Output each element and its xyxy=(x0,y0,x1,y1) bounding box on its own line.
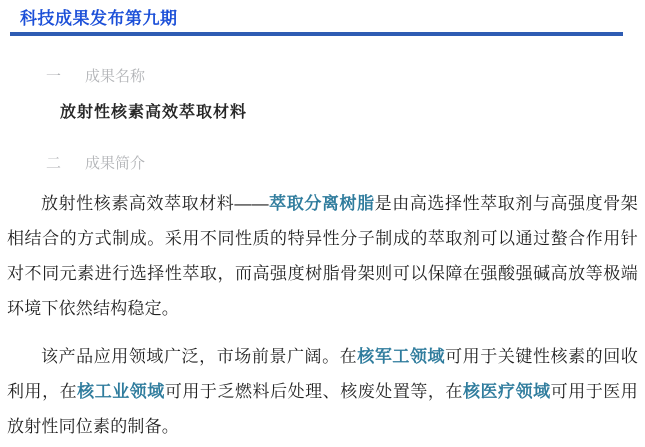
section-label: 成果简介 xyxy=(85,155,146,172)
header-rule-divider xyxy=(10,32,623,36)
keyword-segment: 萃取分离树脂 xyxy=(268,194,375,213)
achievement-name: 放射性核素高效萃取材料 xyxy=(60,104,248,121)
keyword-segment: 核军工领域 xyxy=(357,347,446,366)
text-segment: 可用于乏燃料后处理、核废处置等，在 xyxy=(164,382,463,401)
text-segment: 该产品应用领域广泛，市场前景广阔。在 xyxy=(41,347,358,366)
section-label: 成果名称 xyxy=(85,68,146,85)
text-segment: 可用于关键性核素的回收利用，在 xyxy=(7,347,639,401)
intro-paragraph-1 xyxy=(0,186,645,326)
text-segment: 是由高选择性萃取剂与高强度骨架相结合的方式制成。采用不同性质的特异性分子制成的萃取剂可以通过螯合作用针对不同元素进行选择性萃取，而高强度树脂骨架则可以保障在强酸强碱高放等极端环境下依然结构稳定。 xyxy=(7,194,639,318)
text-segment: 放射性核素高效萃取材料—— xyxy=(41,194,269,213)
keyword-segment: 核医疗领域 xyxy=(462,382,551,401)
section-heading-intro xyxy=(0,155,645,173)
page-title: 科技成果发布第九期 xyxy=(20,9,178,28)
text-segment: 可用于医用放射性同位素的制备。 xyxy=(7,382,639,436)
section-heading-name xyxy=(0,68,645,86)
section-number: 二 xyxy=(46,155,62,172)
intro-paragraph-2 xyxy=(0,339,645,444)
section-number: 一 xyxy=(46,68,62,85)
keyword-segment: 核工业领域 xyxy=(77,382,165,401)
